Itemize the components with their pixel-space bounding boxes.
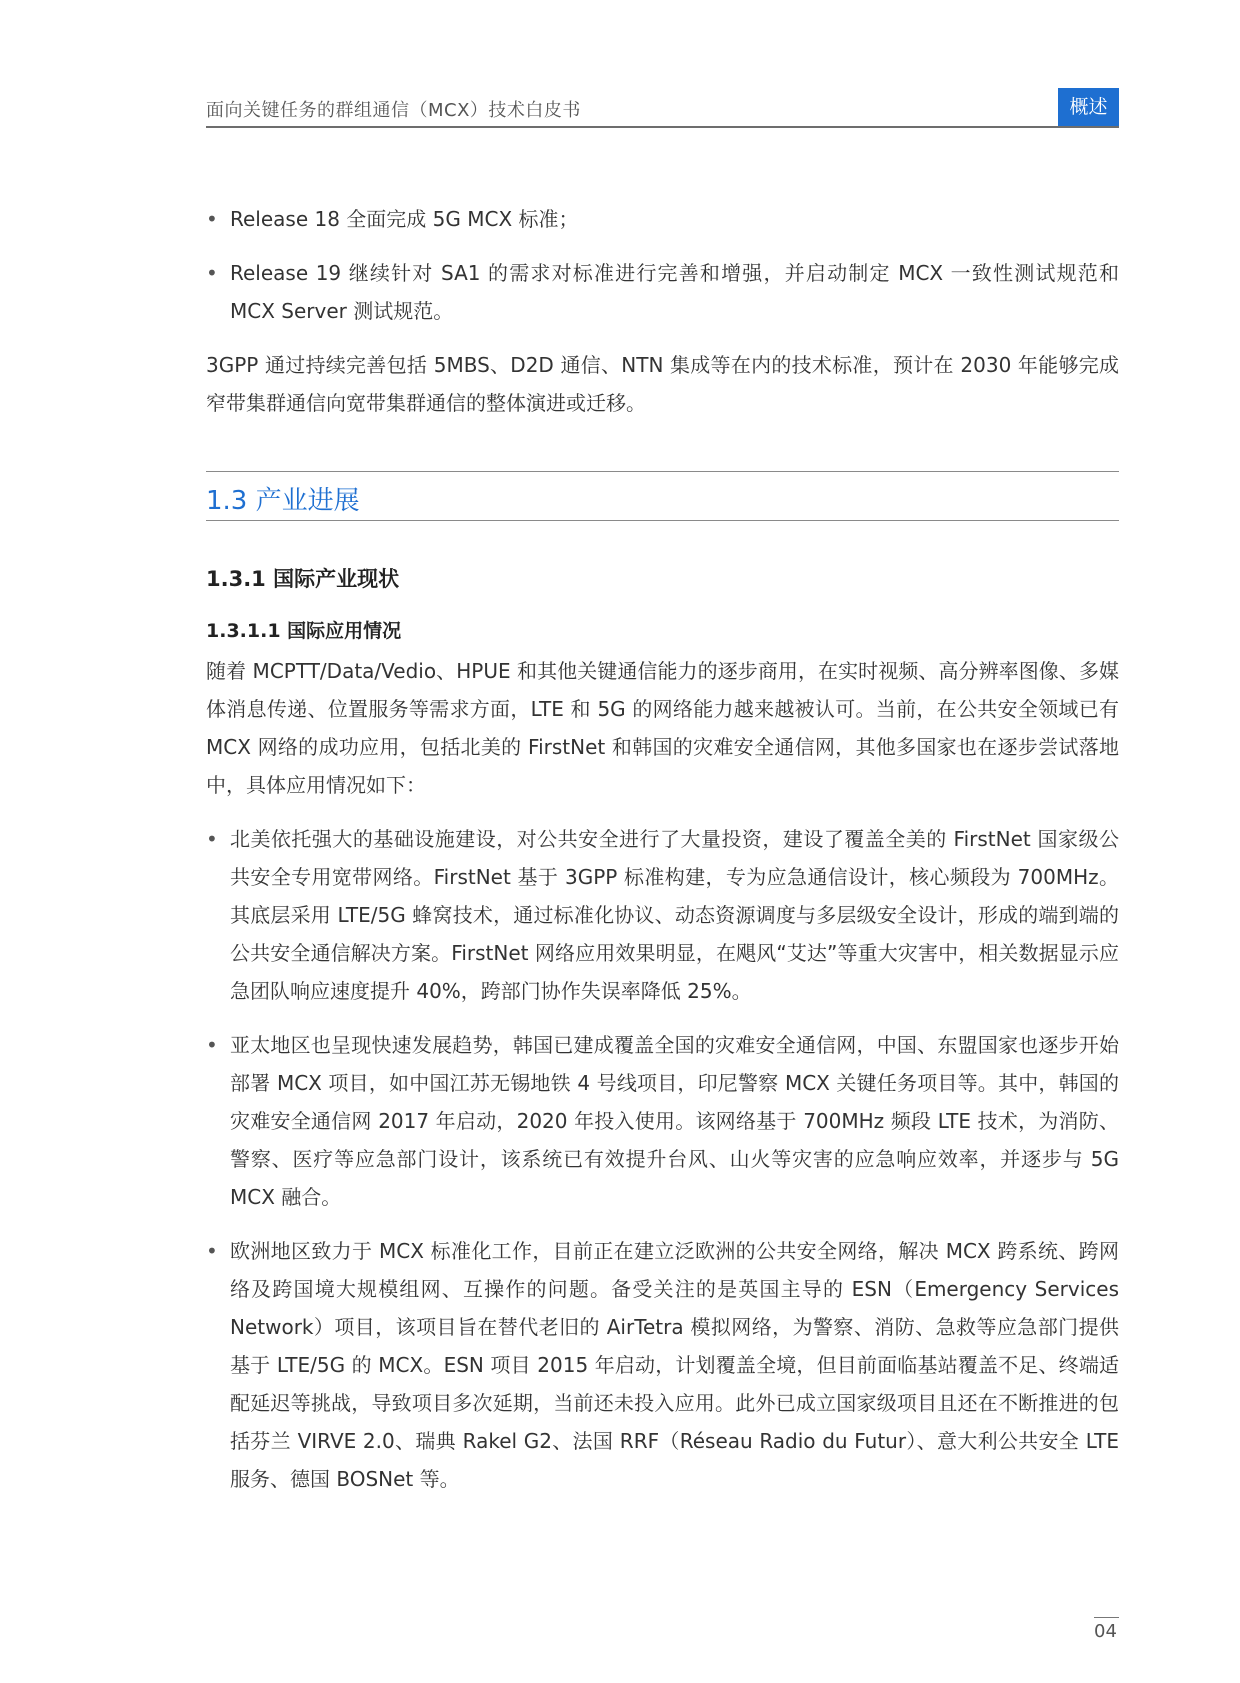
document-title: 面向关键任务的群组通信（MCX）技术白皮书: [206, 100, 581, 121]
section-heading: 1.3 产业进展: [206, 486, 360, 516]
subsection-heading: 1.3.1 国际产业现状: [206, 567, 400, 591]
intro-content: [206, 200, 1119, 438]
list-item: • 欧洲地区致力于 MCX 标准化工作，目前正在建立泛欧洲的公共安全网络，解决 MCX 跨系统、跨网络及跨国境大规模组网、互操作的问题。备受关注的是英国主导的 ESN（Emergency Services Network）项目，该项目旨在替代老旧的 AirTetra 模拟网络，为警察、消防、急救等应急部门提供基于 LTE/5G 的 MCX。ESN 项目 2015 年启动，计划覆盖全境，但目前面临基站覆盖不足、终端适配延迟等挑战，导致项目多次延期，当前还未投入应用。此外已成立国家级项目且还在不断推进的包括芬兰 VIRVE 2.0、瑞典 Rakel G2、法国 RRF（Réseau Radio du Futur）、意大利公共安全 LTE 服务、德国 BOSNet 等。: [206, 1232, 1119, 1498]
page-number: 04: [1094, 1621, 1117, 1642]
list-item: • 北美依托强大的基础设施建设，对公共安全进行了大量投资，建设了覆盖全美的 FirstNet 国家级公共安全专用宽带网络。FirstNet 基于 3GPP 标准构建，专为应急通信设计，核心频段为 700MHz。其底层采用 LTE/5G 蜂窝技术，通过标准化协议、动态资源调度与多层级安全设计，形成的端到端的公共安全通信解决方案。FirstNet 网络应用效果明显，在飓风“艾达”等重大灾害中，相关数据显示应急团队响应速度提升 40%，跨部门协作失误率降低 25%。: [206, 820, 1119, 1010]
intro-paragraph: 3GPP 通过持续完善包括 5MBS、D2D 通信、NTN 集成等在内的技术标准，预计在 2030 年能够完成窄带集群通信向宽带集群通信的整体演进或迁移。: [206, 353, 1119, 415]
section-paragraph: 随着 MCPTT/Data/Vedio、HPUE 和其他关键通信能力的逐步商用，在实时视频、高分辨率图像、多媒体消息传递、位置服务等需求方面，LTE 和 5G 的网络能力越来越被认可。当前，在公共安全领域已有 MCX 网络的成功应用，包括北美的 FirstNet 和韩国的灾难安全通信网，其他多国家也在逐步尝试落地中，具体应用情况如下：: [206, 659, 1119, 797]
list-item: • Release 18 全面完成 5G MCX 标准；: [206, 200, 1119, 238]
list-item: • Release 19 继续针对 SA1 的需求对标准进行完善和增强，并启动制定 MCX 一致性测试规范和 MCX Server 测试规范。: [206, 254, 1119, 330]
section-divider-bottom: [206, 520, 1119, 521]
page-number-divider: [1094, 1617, 1119, 1618]
section-divider-top: [206, 471, 1119, 472]
list-item: • 亚太地区也呈现快速发展趋势，韩国已建成覆盖全国的灾难安全通信网，中国、东盟国家也逐步开始部署 MCX 项目，如中国江苏无锡地铁 4 号线项目，印尼警察 MCX 关键任务项目等。其中，韩国的灾难安全通信网 2017 年启动，2020 年投入使用。该网络基于 700MHz 频段 LTE 技术，为消防、警察、医疗等应急部门设计，该系统已有效提升台风、山火等灾害的应急响应效率，并逐步与 5G MCX 融合。: [206, 1026, 1119, 1216]
section-badge: 概述: [1058, 88, 1119, 126]
header-divider: [206, 126, 1119, 128]
section-content: [206, 564, 1119, 1514]
subsubsection-heading: 1.3.1.1 国际应用情况: [206, 620, 402, 642]
